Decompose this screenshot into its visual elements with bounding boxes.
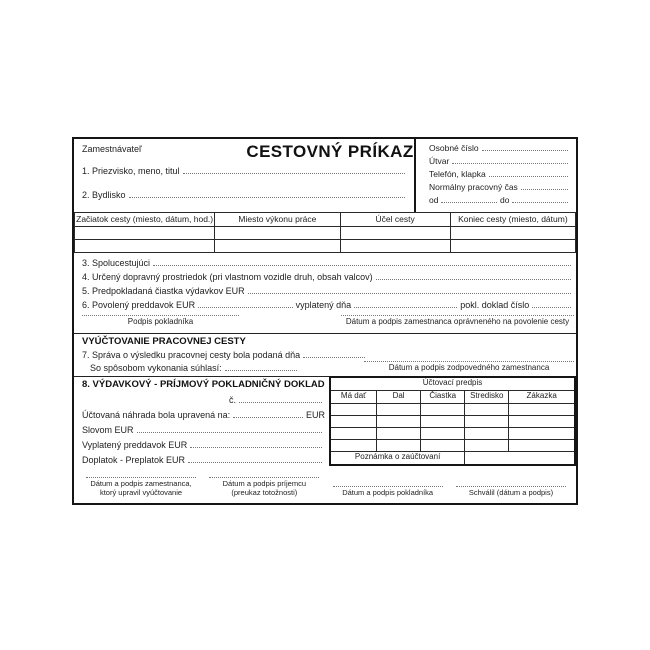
fill-line [532,299,571,308]
fill-line [190,439,322,448]
adjuster-signature-label-2: ktorý upravil vyúčtovanie [99,488,183,497]
trip-table-row [75,227,576,240]
credit-header: Dal [377,390,421,403]
bottom-signature-row [74,466,576,500]
cash-doc-number-label: pokl. doklad číslo [460,300,530,310]
fill-line [376,271,571,280]
field-name-title [82,165,408,177]
accounting-table [329,376,576,466]
fill-line [482,143,568,151]
fill-line [188,454,322,463]
cashier-bottom-signature-label: Dátum a podpis pokladníka [342,488,434,497]
field-adjusted-allowance [82,409,325,424]
fill-line [183,165,405,174]
approver-signature-label: Schválil (dátum a podpis) [468,488,554,497]
fill-line [452,156,568,164]
trip-table-row [75,240,576,253]
field-amount-words-label: Slovom EUR [82,425,134,435]
cashier-signature-block [82,315,239,333]
accounting-note-label: Poznámka o zaúčtovaní [330,451,465,465]
field-transport-label: 4. Určený dopravný prostriedok (pri vlastnom vozidle druh, obsah valcov) [82,272,373,282]
voucher-number-label: č. [229,395,237,405]
signature-line [82,315,239,316]
adjuster-signature-block [82,477,200,497]
signature-line [341,315,574,316]
signature-line [86,477,196,478]
phone-label: Telefón, klapka [429,169,486,179]
debit-header: Má dať [330,390,377,403]
accounting-row [330,415,575,427]
field-paid-advance [82,439,325,454]
field-companions [82,257,574,271]
field-expected-expenses [82,285,574,299]
field-expected-expenses-label: 5. Predpokladaná čiastka výdavkov EUR [82,286,245,296]
voucher-section [74,376,576,466]
accounting-row [330,427,575,439]
field-balance [82,454,325,469]
signature-line [333,486,443,487]
phone-row [429,169,571,182]
trip-start-header: Začiatok cesty (miesto, dátum, hod.) [75,213,215,227]
accounting-header-row [330,390,575,403]
authorizer-signature-block [341,315,574,333]
recipient-signature-label-2: (preukaz totožnosti) [231,488,298,497]
field-amount-words [82,424,325,439]
signature-line [364,361,574,362]
accounting-row [330,439,575,451]
trip-details-section [74,253,576,309]
from-to-row [429,195,571,208]
fill-line [137,424,322,433]
settlement-title: VYÚČTOVANIE PRACOVNEJ CESTY [82,336,246,347]
fill-line [441,195,497,203]
recipient-signature-label-1: Dátum a podpis príjemcu [222,479,307,488]
department-label: Útvar [429,156,450,166]
field-method-approved-label: So spôsobom vykonania súhlasí: [90,363,222,374]
trip-table [74,212,576,253]
fill-line [489,169,568,177]
trip-table-header-row [75,213,576,227]
center-header: Stredisko [465,390,509,403]
responsible-signature-block [364,361,574,373]
signature-line [209,477,319,478]
recipient-signature-block [205,477,323,497]
voucher-title: 8. VÝDAVKOVÝ - PRÍJMOVÝ POKLADNIČNÝ DOKLAD [82,379,325,390]
voucher-left [74,377,329,469]
fill-line [512,195,568,203]
field-adjusted-allowance-label: Účtovaná náhrada bola upravená na: [82,410,231,420]
field-report-submitted-label: 7. Správa o výsledku pracovnej cesty bola podaná dňa [82,350,301,361]
fill-line [225,362,297,371]
employer-label: Zamestnávateľ [82,144,142,154]
personal-number-row [429,143,571,156]
responsible-signature-label: Dátum a podpis zodpovedného zamestnanca [388,363,550,373]
working-hours-row [429,182,571,195]
department-row [429,156,571,169]
working-hours-label: Normálny pracovný čas [429,182,518,192]
fill-line [239,394,322,403]
field-paid-advance-label: Vyplatený preddavok EUR [82,440,188,450]
fill-line [354,299,457,308]
signature-line [456,486,566,487]
accounting-caption: Účtovací predpis [330,377,575,390]
travel-order-form [72,137,578,505]
authorization-signature-row [74,309,576,333]
work-place-header: Miesto výkonu práce [215,213,340,227]
amount-header: Čiastka [421,390,465,403]
fill-line [303,349,365,358]
fill-line [129,189,405,198]
authorizer-signature-label: Dátum a podpis zamestnanca oprávneného na povolenie cesty [345,317,570,326]
from-label: od [429,195,439,205]
fill-line [233,409,303,418]
accounting-note-value [465,451,575,465]
field-advance-label: 6. Povolený preddavok EUR [82,300,196,310]
trip-end-header: Koniec cesty (miesto, dátum) [450,213,575,227]
accounting-note-row [330,451,575,465]
settlement-section [74,333,576,376]
form-header [74,139,576,212]
voucher-number-row [229,394,325,409]
approver-signature-block [452,486,570,497]
accounting-row [330,403,575,415]
form-title: CESTOVNÝ PRÍKAZ [246,142,414,161]
field-transport [82,271,574,285]
accounting-caption-row [330,377,575,390]
field-residence-label: 2. Bydlisko [82,190,126,200]
fill-line [521,182,568,190]
header-left [74,139,414,212]
paid-on-label: vyplatený dňa [295,300,352,310]
field-companions-label: 3. Spolucestujúci [82,258,151,268]
fill-line [153,257,571,266]
cashier-bottom-signature-block [329,486,447,497]
order-header: Zákazka [509,390,575,403]
trip-purpose-header: Účel cesty [340,213,450,227]
to-label: do [500,195,510,205]
personal-info-box [414,139,576,212]
personal-number-label: Osobné číslo [429,143,479,153]
fill-line [248,285,571,294]
cashier-signature-label: Podpis pokladníka [127,317,194,326]
fill-line [198,299,293,308]
field-balance-label: Doplatok - Preplatok EUR [82,455,186,465]
eur-unit-label: EUR [305,410,325,420]
field-name-title-label: 1. Priezvisko, meno, titul [82,166,180,176]
adjuster-signature-label-1: Dátum a podpis zamestnanca, [90,479,192,488]
field-residence [82,189,408,201]
